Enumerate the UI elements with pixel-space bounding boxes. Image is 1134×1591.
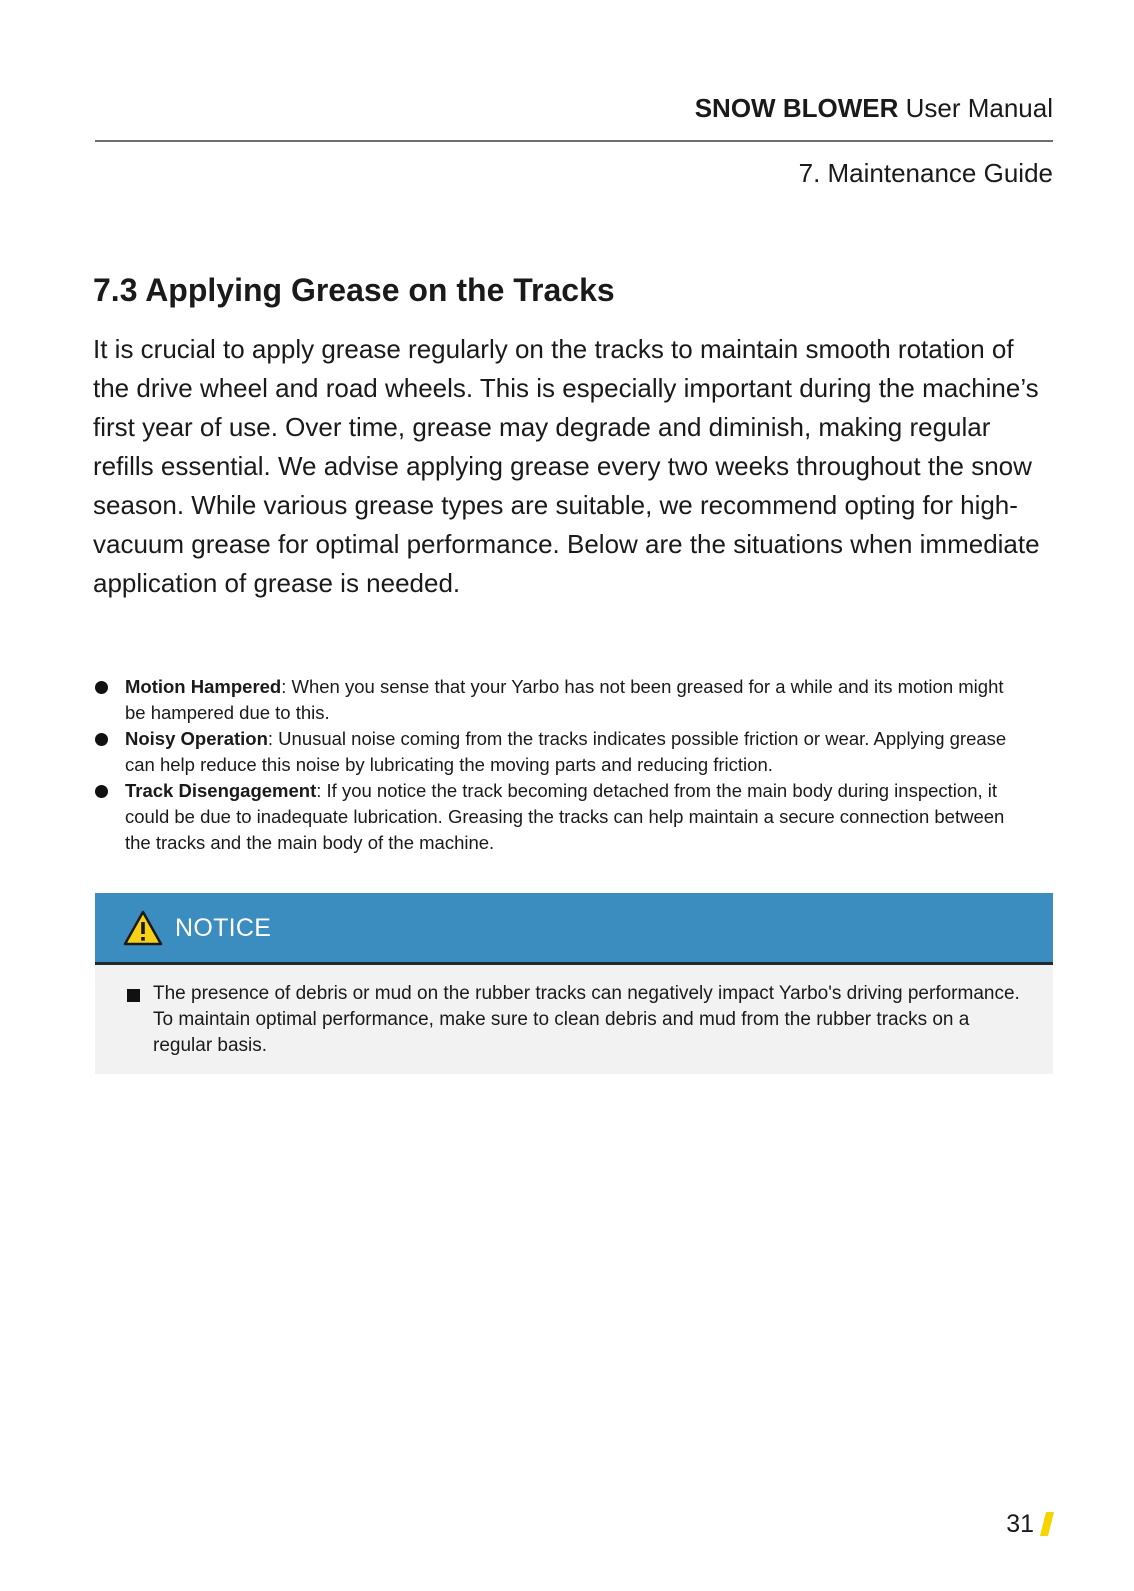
grease-situations-list	[93, 674, 1013, 856]
list-item	[93, 726, 1013, 778]
bullet-text: : Unusual noise coming from the tracks indicates possible friction or wear. Applying grease can help reduce this noise by lubricating the moving parts and reducing friction.	[125, 728, 1007, 775]
notice-box	[95, 893, 1053, 1074]
bullet-icon	[95, 733, 108, 746]
bullet-icon	[95, 785, 108, 798]
section-heading: 7.3 Applying Grease on the Tracks	[93, 272, 615, 308]
bullet-term: Track Disengagement	[125, 780, 317, 801]
list-item	[93, 674, 1013, 726]
page-header	[95, 92, 1053, 189]
bullet-text: : If you notice the track becoming detached from the main body during inspection, it could be due to inadequate lubrication. Greasing the tracks can help maintain a secure connection between the tracks and the main body of the machine.	[125, 780, 1005, 853]
notice-title: NOTICE	[175, 913, 272, 942]
manual-label: User Manual	[898, 93, 1053, 123]
notice-text: The presence of debris or mud on the rubber tracks can negatively impact Yarbo's driving performance. To maintain optimal performance, make sure to clean debris and mud from the rubber tracks on a regular basis.	[153, 983, 1020, 1056]
page-number: 31	[1006, 1510, 1034, 1538]
header-divider	[95, 140, 1053, 142]
notice-body	[95, 965, 1053, 1059]
manual-title	[95, 92, 1053, 124]
square-bullet-icon	[127, 989, 140, 1002]
list-item	[93, 778, 1013, 856]
page-footer	[1006, 1509, 1054, 1539]
intro-paragraph: It is crucial to apply grease regularly on the tracks to maintain smooth rotation of the drive wheel and road wheels. This is especially important during the machine’s first year of use. Over time, grease may degrade and diminish, making regular refills essential. We advise applying grease every two weeks throughout the snow season. While various grease types are suitable, we recommend opting for high-vacuum grease for optimal performance. Below are the situations when immediate application of grease is needed.	[93, 334, 1040, 598]
bullet-term: Noisy Operation	[125, 728, 268, 749]
bullet-term: Motion Hampered	[125, 676, 282, 697]
chapter-title: 7. Maintenance Guide	[798, 158, 1053, 188]
bullet-text: : When you sense that your Yarbo has not been greased for a while and its motion might be hampered due to this.	[125, 676, 1004, 723]
product-name: SNOW BLOWER	[694, 93, 899, 123]
notice-header	[95, 893, 1053, 965]
page-accent-icon	[1040, 1512, 1054, 1536]
warning-triangle-icon	[123, 910, 163, 946]
bullet-icon	[95, 681, 108, 694]
